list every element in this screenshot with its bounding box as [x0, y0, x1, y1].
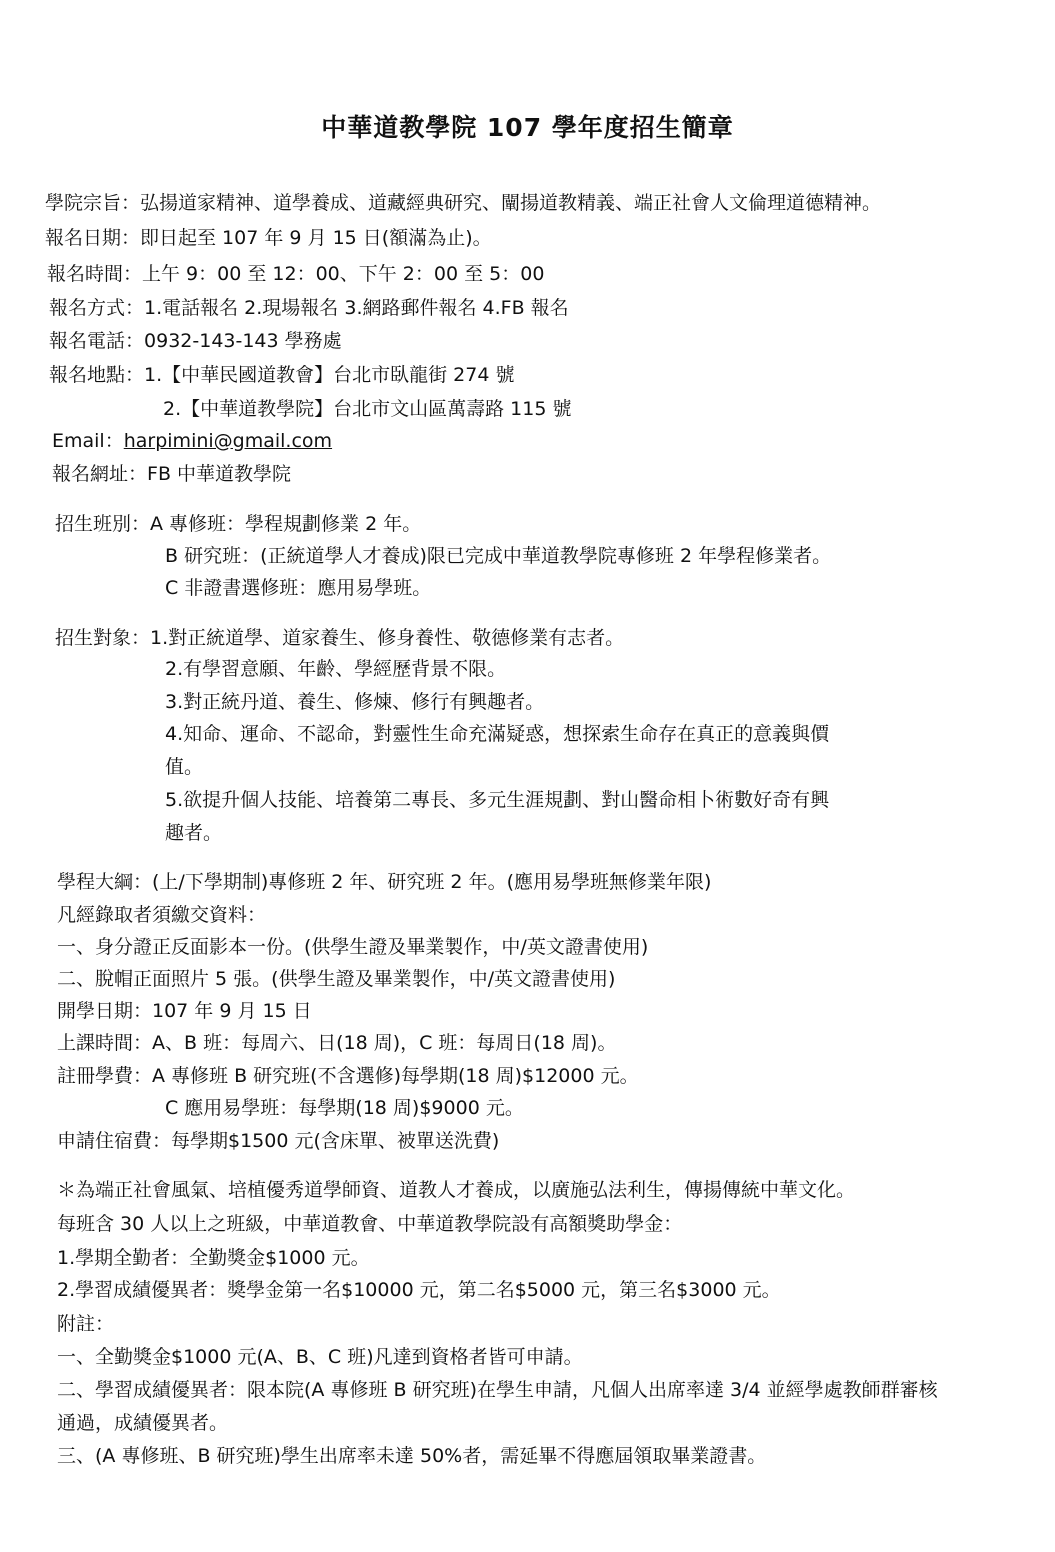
date-line [45, 225, 492, 251]
required-doc-2: 二、脫帽正面照片 5 張。(供學生證及畢業製作，中/英文證書使用) [57, 968, 616, 990]
class-c-text: C 非證書選修班：應用易學班。 [165, 577, 432, 599]
method-line [49, 295, 569, 321]
tuition-line-1: 註冊學費：A 專修班 B 研究班(不含選修)每學期(18 周)$12000 元。 [57, 1065, 639, 1087]
note-1: 一、全勤獎金$1000 元(A、B、C 班)凡達到資格者皆可申請。 [57, 1346, 583, 1368]
time-label: 報名時間： [47, 263, 143, 285]
dorm-fee-line: 申請住宿費：每學期$1500 元(含床單、被單送洗費) [57, 1130, 500, 1152]
target-2-text: 2.有學習意願、年齡、學經歷背景不限。 [165, 658, 507, 680]
note-3: 三、(A 專修班、B 研究班)學生出席率未達 50%者，需延畢不得應屆領取畢業證書。 [57, 1445, 767, 1467]
place-label: 報名地點： [49, 364, 145, 386]
email-line [52, 428, 332, 454]
date-label: 報名日期： [45, 227, 141, 249]
date-text: 即日起至 107 年 9 月 15 日(額滿為止)。 [140, 227, 492, 249]
scholarship-item-1: 1.學期全勤者：全勤獎金$1000 元。 [57, 1247, 370, 1269]
target-5-cont: 趣者。 [165, 822, 223, 844]
web-line [52, 461, 291, 487]
targets-line-1 [55, 625, 624, 651]
purpose-label: 學院宗旨： [45, 192, 141, 214]
place-line-2: 2.【中華道教學院】台北市文山區萬壽路 115 號 [163, 398, 572, 420]
required-docs-heading: 凡經錄取者須繳交資料： [57, 904, 267, 926]
purpose-line [45, 190, 881, 216]
class-b-text: B 研究班：(正統道學人才養成)限已完成中華道教學院專修班 2 年學程修業者。 [165, 545, 832, 567]
scholarship-line-2: 每班含 30 人以上之班級，中華道教會、中華道教學院設有高額獎助學金： [57, 1213, 683, 1235]
place-text-1: 1.【中華民國道教會】台北市臥龍街 274 號 [144, 364, 515, 386]
targets-label: 招生對象： [55, 627, 151, 649]
scholarship-intro: ＊為端正社會風氣、培植優秀道學師資、道教人才養成，以廣施弘法利生，傳揚傳統中華文化。 [57, 1179, 856, 1201]
method-text: 1.電話報名 2.現場報名 3.網路郵件報名 4.FB 報名 [144, 297, 569, 319]
start-date-line: 開學日期：107 年 9 月 15 日 [57, 1000, 312, 1022]
scholarship-item-2: 2.學習成績優異者：獎學金第一名$10000 元，第二名$5000 元，第三名$3000 元。 [57, 1279, 781, 1301]
method-label: 報名方式： [49, 297, 145, 319]
class-a-text: A 專修班：學程規劃修業 2 年。 [150, 513, 422, 535]
schedule-line: 上課時間：A、B 班：每周六、日(18 周)，C 班：每周日(18 周)。 [57, 1032, 617, 1054]
page-title: 中華道教學院 107 學年度招生簡章 [321, 113, 734, 142]
email-label: Email： [52, 430, 124, 452]
phone-label: 報名電話： [49, 330, 145, 352]
target-4-cont: 值。 [165, 756, 204, 778]
note-2: 二、學習成績優異者：限本院(A 專修班 B 研究班)在學生申請，凡個人出席率達 3/4 並經學處教師群審核 [57, 1379, 938, 1401]
note-label: 附註： [57, 1313, 115, 1335]
required-doc-1: 一、身分證正反面影本一份。(供學生證及畢業製作，中/英文證書使用) [57, 936, 649, 958]
target-3-text: 3.對正統丹道、養生、修煉、修行有興趣者。 [165, 691, 545, 713]
phone-line [49, 328, 342, 354]
time-line [47, 261, 544, 287]
place-line-1 [49, 362, 515, 388]
target-4-text: 4.知命、運命、不認命，對靈性生命充滿疑惑，想探索生命存在真正的意義與價 [165, 723, 830, 745]
email-link[interactable]: harpimini@gmail.com [123, 430, 333, 452]
web-label: 報名網址： [52, 463, 148, 485]
phone-text: 0932-143-143 學務處 [144, 330, 342, 352]
target-5-text: 5.欲提升個人技能、培養第二專長、多元生涯規劃、對山醫命相卜術數好奇有興 [165, 789, 830, 811]
note-2-cont: 通過，成績優異者。 [57, 1412, 229, 1434]
classes-line-a [55, 511, 421, 537]
purpose-text: 弘揚道家精神、道學養成、道藏經典研究、闡揚道教精義、端正社會人文倫理道德精神。 [140, 192, 882, 214]
web-text: FB 中華道教學院 [147, 463, 292, 485]
target-1-text: 1.對正統道學、道家養生、修身養性、敬德修業有志者。 [150, 627, 625, 649]
program-outline: 學程大綱：(上/下學期制)專修班 2 年、研究班 2 年。(應用易學班無修業年限) [57, 871, 712, 893]
time-text: 上午 9：00 至 12：00、下午 2：00 至 5：00 [142, 263, 545, 285]
classes-label: 招生班別： [55, 513, 151, 535]
tuition-line-2: C 應用易學班：每學期(18 周)$9000 元。 [165, 1097, 524, 1119]
